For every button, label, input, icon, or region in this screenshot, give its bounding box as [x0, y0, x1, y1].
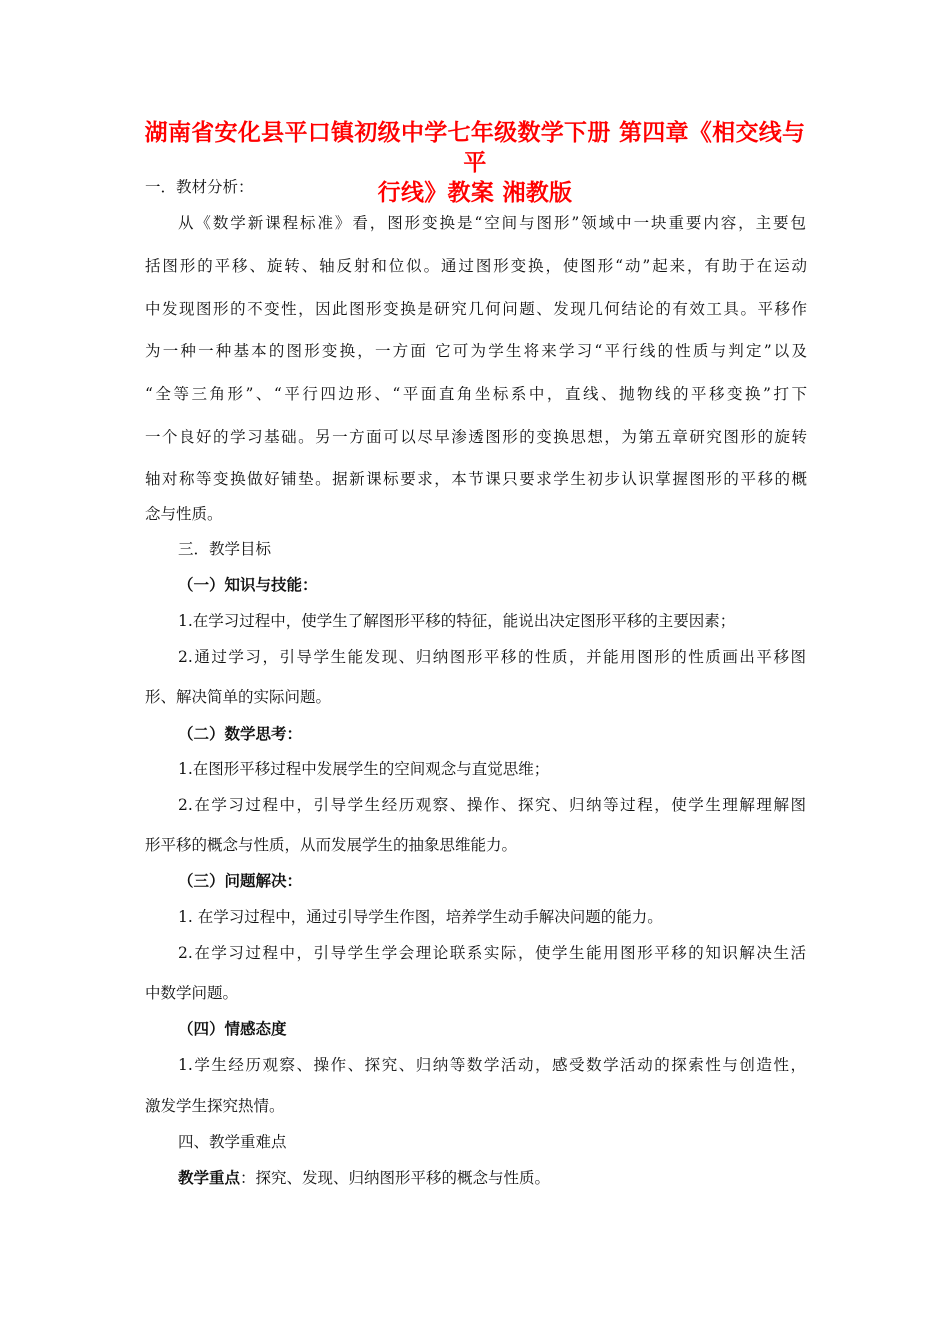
paragraph-line: “全等三角形”、“平行四边形、“平面直角坐标系中，直线、抛物线的平移变换”打下: [145, 385, 807, 403]
goal-item-continued: 中数学问题。: [145, 984, 239, 1002]
key-point-text: ：探究、发现、归纳图形平移的概念与性质。: [240, 1169, 551, 1187]
section-heading-key-points: 四、教学重难点: [178, 1133, 287, 1151]
paragraph-line: 中发现图形的不变性，因此图形变换是研究几何问题、发现几何结论的有效工具。平移作: [145, 300, 807, 318]
title-line-2: 行线》教案 湘教版: [377, 180, 573, 206]
title-line-1: 湖南省安化县平口镇初级中学七年级数学下册 第四章《相交线与平: [144, 120, 806, 176]
goal-item: 2.通过学习，引导学生能发现、归纳图形平移的性质，并能用图形的性质画出平移图: [178, 648, 806, 666]
key-point-label: 教学重点: [178, 1169, 241, 1187]
key-point-line: [178, 1167, 550, 1189]
goal-item: 2.在学习过程中，引导学生学会理论联系实际，使学生能用图形平移的知识解决生活: [178, 944, 806, 962]
goal-item: 1.在图形平移过程中发展学生的空间观念与直觉思维；: [178, 760, 550, 778]
subheading-knowledge-skills: （一）知识与技能：: [178, 576, 318, 594]
section-heading-textbook-analysis: 一．教材分析：: [145, 178, 254, 196]
goal-item: 1.在学习过程中，使学生了解图形平移的特征，能说出决定图形平移的主要因素；: [178, 612, 736, 630]
paragraph-line: 一个良好的学习基础。另一方面可以尽早渗透图形的变换思想，为第五章研究图形的旋转: [145, 428, 807, 446]
section-heading-teaching-goals: 三．教学目标: [178, 540, 272, 558]
goal-item-continued: 激发学生探究热情。: [145, 1097, 285, 1115]
paragraph-line: 从《数学新课程标准》看，图形变换是“空间与图形”领域中一块重要内容，主要包: [178, 214, 806, 232]
goal-item-continued: 形、解决简单的实际问题。: [145, 688, 332, 706]
subheading-math-thinking: （二）数学思考：: [178, 725, 303, 743]
goal-item: 2.在学习过程中，引导学生经历观察、操作、探究、归纳等过程，使学生理解理解图: [178, 796, 806, 814]
paragraph-line: 念与性质。: [145, 505, 223, 523]
subheading-problem-solving: （三）问题解决：: [178, 872, 303, 890]
paragraph-line: 为一种一种基本的图形变换，一方面 它可为学生将来学习“平行线的性质与判定”以及: [145, 342, 807, 360]
subheading-emotional-attitude: （四）情感态度: [178, 1020, 287, 1038]
paragraph-line: 括图形的平移、旋转、轴反射和位似。通过图形变换，使图形“动”起来，有助于在运动: [145, 257, 807, 275]
paragraph-line: 轴对称等变换做好铺垫。据新课标要求，本节课只要求学生初步认识掌握图形的平移的概: [145, 470, 807, 488]
goal-item: 1. 在学习过程中，通过引导学生作图，培养学生动手解决问题的能力。: [178, 908, 663, 926]
goal-item: 1.学生经历观察、操作、探究、归纳等数学活动，感受数学活动的探索性与创造性，: [178, 1056, 806, 1074]
goal-item-continued: 形平移的概念与性质，从而发展学生的抽象思维能力。: [145, 836, 518, 854]
